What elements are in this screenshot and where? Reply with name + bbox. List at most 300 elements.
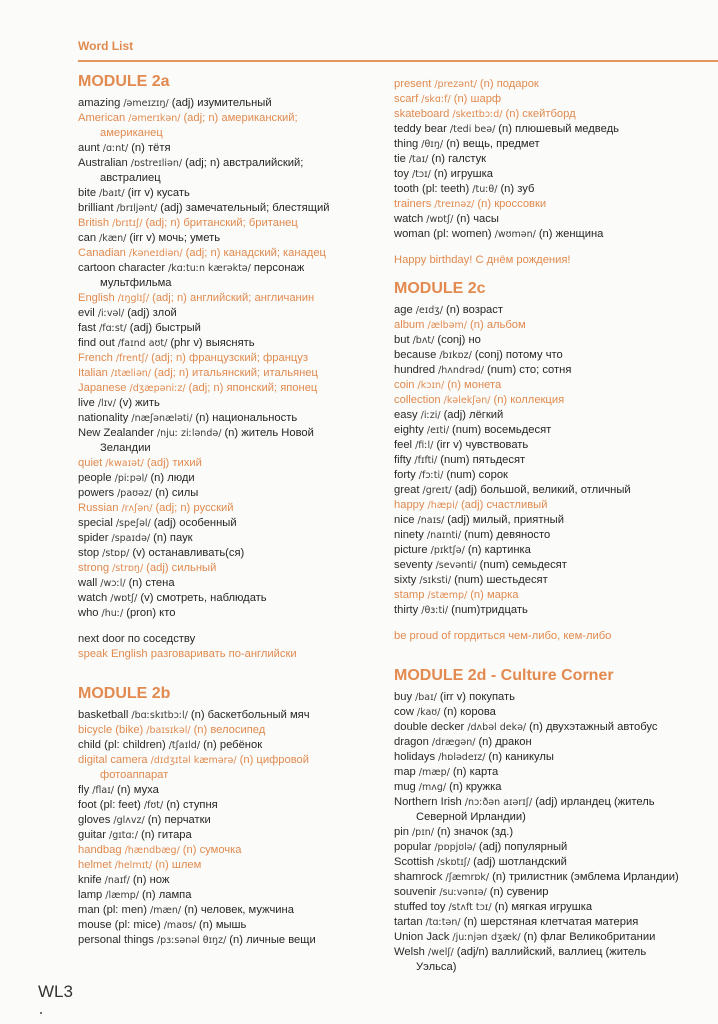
- entry-phonetic: /tɑːtən/: [422, 917, 464, 928]
- entry-word: stuffed toy: [394, 901, 446, 913]
- word-entry: [78, 546, 380, 561]
- entry-word: because: [394, 349, 437, 361]
- entry-translation: (n) ступня: [166, 799, 218, 811]
- entry-phonetic: /baɪsɪkəl/: [143, 725, 194, 736]
- phrase-text: Happy birthday!: [394, 254, 476, 266]
- entry-translation: (n) баскетбольный мяч: [190, 709, 310, 721]
- word-entry: [78, 888, 380, 903]
- entry-word: fly: [78, 784, 90, 796]
- word-entry: [78, 306, 380, 321]
- word-entry: [394, 720, 708, 735]
- entry-phonetic: /lɪv/: [94, 398, 120, 409]
- module-2b-list-continued: [394, 77, 708, 242]
- entry-word: tartan: [394, 916, 423, 928]
- entry-translation: (adj) ирландец (житель: [535, 796, 655, 808]
- entry-translation: (n) гитара: [140, 829, 192, 841]
- phrase-entry: [78, 632, 380, 647]
- entry-phonetic: /θɪŋ/: [418, 139, 447, 150]
- entry-word: British: [78, 217, 110, 229]
- word-entry: [78, 708, 380, 723]
- word-entry: [78, 456, 380, 471]
- entry-translation: (n) альбом: [470, 319, 526, 331]
- entry-word: wall: [78, 577, 98, 589]
- word-entry: [394, 333, 708, 348]
- entry-phonetic: /wɒtʃ/: [423, 214, 457, 225]
- entry-phonetic: /strɒŋ/: [109, 563, 147, 574]
- word-entry: [394, 408, 708, 423]
- entry-phonetic: /gɪtɑː/: [106, 830, 141, 841]
- entry-word: holidays: [394, 751, 436, 763]
- entry-word: Russian: [78, 502, 119, 514]
- word-entry: [78, 828, 380, 843]
- word-entry: [394, 558, 708, 573]
- entry-word: popular: [394, 841, 432, 853]
- entry-word: powers: [78, 487, 115, 499]
- entry-phonetic: /naɪf/: [101, 875, 133, 886]
- entry-word: teddy bear: [394, 123, 447, 135]
- spacer: [394, 242, 708, 253]
- word-entry: [394, 77, 708, 92]
- word-entry: [78, 396, 380, 411]
- entry-word: pin: [394, 826, 409, 838]
- word-entry: [78, 918, 380, 933]
- spacer: [78, 662, 380, 684]
- entry-phonetic: /eɪti/: [423, 425, 453, 436]
- entry-phonetic: /læmp/: [102, 890, 142, 901]
- word-entry: [78, 321, 380, 336]
- entry-phonetic: /huː/: [98, 608, 127, 619]
- entry-phonetic: /kæn/: [96, 233, 130, 244]
- entry-translation: (irr v) кусать: [127, 187, 190, 199]
- entry-word: guitar: [78, 829, 106, 841]
- entry-word: hundred: [394, 364, 436, 376]
- entry-translation: (n) галстук: [431, 153, 487, 165]
- entry-word: picture: [394, 544, 428, 556]
- entry-translation: (n) монета: [447, 379, 502, 391]
- word-entry: [394, 182, 708, 197]
- entry-word: child (pl: children): [78, 739, 166, 751]
- phrase-entry: [394, 253, 708, 268]
- entry-phonetic: /mæp/: [415, 767, 453, 778]
- word-entry: [394, 318, 708, 333]
- word-entry: [394, 870, 708, 885]
- entry-translation: австралиец: [100, 172, 161, 184]
- entry-word: scarf: [394, 93, 419, 105]
- entry-word: Welsh: [394, 946, 425, 958]
- entry-phonetic: /kəlekʃən/: [440, 395, 494, 406]
- entry-translation: (v) смотреть, наблюдать: [140, 592, 267, 604]
- entry-translation: (n) силы: [155, 487, 199, 499]
- entry-translation: (n) значок (зд.): [436, 826, 514, 838]
- entry-phonetic: /kaʊ/: [413, 707, 444, 718]
- entry-translation: (adj) большой, великий, отличный: [454, 484, 631, 496]
- entry-word: buy: [394, 691, 413, 703]
- entry-phonetic: /hæpi/: [424, 500, 461, 511]
- entry-phonetic: /welʃ/: [424, 947, 457, 958]
- word-entry: [78, 261, 380, 276]
- entry-phonetic: /wɔːl/: [97, 578, 129, 589]
- entry-phonetic: /pɪktʃə/: [427, 545, 468, 556]
- module-2a-list: [78, 96, 380, 621]
- entry-phonetic: /wɒtʃ/: [107, 593, 141, 604]
- entry-phonetic: /fɔːti/: [415, 470, 447, 481]
- entry-word: coin: [394, 379, 415, 391]
- entry-word: present: [394, 78, 432, 90]
- entry-translation: (n) житель Новой: [224, 427, 314, 439]
- entry-translation: (n) стена: [128, 577, 175, 589]
- entry-phonetic: /treɪnəz/: [431, 199, 478, 210]
- entry-continuation: [78, 171, 380, 186]
- entry-phonetic: /prezənt/: [431, 79, 480, 90]
- entry-phonetic: /fiːl/: [412, 440, 437, 451]
- entry-translation: (n) перчатки: [147, 814, 211, 826]
- entry-phonetic: /θɜːti/: [418, 605, 452, 616]
- entry-translation: (n) кружка: [449, 781, 502, 793]
- word-entry: [394, 468, 708, 483]
- entry-translation: (n) кроссовки: [477, 198, 547, 210]
- entry-phonetic: /sevənti/: [432, 560, 480, 571]
- word-entry: [394, 107, 708, 122]
- entry-phonetic: /drægən/: [428, 737, 479, 748]
- entry-word: eighty: [394, 424, 424, 436]
- page-dot: [40, 1012, 42, 1014]
- module-2c-title: MODULE 2c: [394, 280, 486, 297]
- word-entry: [78, 186, 380, 201]
- entry-continuation: [394, 810, 708, 825]
- word-entry: [394, 303, 708, 318]
- word-entry: [78, 753, 380, 768]
- word-entry: [394, 855, 708, 870]
- entry-word: ninety: [394, 529, 424, 541]
- page-number: WL3: [38, 982, 73, 1001]
- word-entry: [394, 438, 708, 453]
- entry-word: Canadian: [78, 247, 126, 259]
- word-entry: [78, 738, 380, 753]
- entry-word: map: [394, 766, 416, 778]
- word-entry: [394, 825, 708, 840]
- entry-word: people: [78, 472, 112, 484]
- entry-word: Japanese: [78, 382, 127, 394]
- entry-phonetic: /ælbəm/: [424, 320, 471, 331]
- entry-word: tooth (pl: teeth): [394, 183, 470, 195]
- entry-word: tie: [394, 153, 406, 165]
- entry-phonetic: /njuː ziːləndə/: [153, 428, 225, 439]
- entry-phonetic: /mæn/: [147, 905, 185, 916]
- entry-translation: (n) женщина: [538, 228, 604, 240]
- module-2c-list: [394, 303, 708, 618]
- entry-word: New Zealander: [78, 427, 154, 439]
- entry-translation: (adj) счастливый: [460, 499, 548, 511]
- word-entry: [394, 900, 708, 915]
- phrase-text: next door: [78, 633, 128, 645]
- entry-translation: (n) плюшевый медведь: [498, 123, 619, 135]
- entry-word: American: [78, 112, 126, 124]
- entry-phonetic: /dʌbəl dekə/: [464, 722, 530, 733]
- entry-translation: Зеландии: [100, 442, 151, 454]
- word-entry: [394, 513, 708, 528]
- word-entry: [394, 750, 708, 765]
- phrase-entry: [78, 647, 380, 662]
- entry-continuation: [78, 441, 380, 456]
- entry-word: English: [78, 292, 115, 304]
- entry-translation: (n) вещь, предмет: [446, 138, 540, 150]
- word-entry: [78, 201, 380, 216]
- entry-word: mouse (pl: mice): [78, 919, 161, 931]
- word-entry: [394, 528, 708, 543]
- entry-word: fast: [78, 322, 97, 334]
- word-entry: [78, 843, 380, 858]
- entry-translation: (n) каникулы: [488, 751, 554, 763]
- entry-word: great: [394, 484, 420, 496]
- entry-phonetic: /hændbæg/: [121, 845, 183, 856]
- entry-word: stamp: [394, 589, 425, 601]
- entry-translation: фотоаппарат: [100, 769, 169, 781]
- word-entry: [394, 378, 708, 393]
- entry-phonetic: /pɪn/: [408, 827, 437, 838]
- entry-phonetic: /bɑːskɪtbɔːl/: [128, 710, 191, 721]
- entry-translation: (irr v) мочь; уметь: [129, 232, 221, 244]
- page-header: [78, 38, 718, 62]
- word-entry: [78, 216, 380, 231]
- entry-phonetic: /dɪdʒɪtəl kæmərə/: [147, 755, 240, 766]
- spacer: [394, 268, 708, 279]
- entry-word: but: [394, 334, 410, 346]
- entry-translation: (n) флаг Великобритании: [523, 931, 656, 943]
- entry-phonetic: /skɑːf/: [418, 94, 454, 105]
- entry-word: French: [78, 352, 113, 364]
- entry-translation: (adj) шотландский: [473, 856, 567, 868]
- word-entry: [394, 690, 708, 705]
- word-entry: [78, 606, 380, 621]
- word-entry: [78, 798, 380, 813]
- entry-translation: (n) карта: [452, 766, 499, 778]
- entry-phonetic: /tedi beə/: [446, 124, 499, 135]
- entry-translation: (n) картинка: [467, 544, 531, 556]
- word-entry: [78, 561, 380, 576]
- entry-translation: (num) девяносто: [464, 529, 551, 541]
- entry-translation: (n) марка: [470, 589, 519, 601]
- entry-word: man (pl: men): [78, 904, 148, 916]
- entry-translation: (conj) но: [437, 334, 481, 346]
- entry-word: album: [394, 319, 425, 331]
- entry-continuation: [78, 126, 380, 141]
- entry-continuation: [394, 960, 708, 975]
- entry-translation: мультфильма: [100, 277, 172, 289]
- entry-phonetic: /wʊmən/: [491, 229, 539, 240]
- entry-translation: (adj) особенный: [153, 517, 237, 529]
- spacer: [78, 621, 380, 632]
- entry-translation: (irr v) покупать: [439, 691, 515, 703]
- entry-phonetic: /stɒp/: [99, 548, 133, 559]
- entry-word: Italian: [78, 367, 108, 379]
- entry-word: easy: [394, 409, 418, 421]
- entry-word: find out: [78, 337, 115, 349]
- entry-phonetic: /tʃaɪld/: [165, 740, 204, 751]
- entry-translation: (n) люди: [150, 472, 195, 484]
- entry-phonetic: /frentʃ/: [112, 353, 152, 364]
- entry-phonetic: /tuːθ/: [469, 184, 501, 195]
- word-entry: [78, 723, 380, 738]
- entry-phonetic: /hʌndrəd/: [435, 365, 487, 376]
- entry-translation: (n) подарок: [479, 78, 539, 90]
- word-entry: [394, 363, 708, 378]
- phrase-translation: гордиться чем-либо, кем-либо: [453, 630, 612, 642]
- entry-translation: (n) тётя: [131, 142, 171, 154]
- spacer: [394, 618, 708, 629]
- left-column: [78, 72, 380, 948]
- entry-translation: (n) сумочка: [182, 844, 242, 856]
- word-entry: [78, 501, 380, 516]
- word-entry: [78, 576, 380, 591]
- word-entry: [78, 96, 380, 111]
- entry-phonetic: /brɪljənt/: [113, 203, 161, 214]
- word-entry: [78, 366, 380, 381]
- entry-word: cow: [394, 706, 414, 718]
- entry-translation: (adj; n) японский; японец: [188, 382, 318, 394]
- word-entry: [78, 141, 380, 156]
- entry-translation: (num) пятьдесят: [440, 454, 526, 466]
- entry-translation: (n) лампа: [141, 889, 192, 901]
- entry-word: live: [78, 397, 95, 409]
- right-column: [394, 77, 708, 975]
- word-entry: [78, 903, 380, 918]
- entry-translation: (n) ребёнок: [203, 739, 263, 751]
- entry-phonetic: /pɜːsənəl θɪŋz/: [153, 935, 230, 946]
- entry-phonetic: /næʃənæləti/: [128, 413, 196, 424]
- entry-translation: (adj; n) русский: [155, 502, 234, 514]
- word-entry: [78, 291, 380, 306]
- entry-phonetic: /ɪŋglɪʃ/: [114, 293, 153, 304]
- entry-translation: (num) шестьдесят: [454, 574, 548, 586]
- entry-word: lamp: [78, 889, 103, 901]
- entry-phonetic: /kəneɪdiən/: [125, 248, 186, 259]
- entry-word: Australian: [78, 157, 128, 169]
- entry-word: feel: [394, 439, 413, 451]
- word-entry: [78, 246, 380, 261]
- entry-word: helmet: [78, 859, 112, 871]
- entry-phonetic: /dʒæpəniːz/: [126, 383, 189, 394]
- entry-word: thing: [394, 138, 419, 150]
- word-entry: [394, 348, 708, 363]
- phrase-translation: по соседству: [127, 633, 196, 645]
- entry-word: trainers: [394, 198, 432, 210]
- entry-word: nationality: [78, 412, 129, 424]
- entry-translation: (adj) изумительный: [171, 97, 272, 109]
- entry-translation: (adj) быстрый: [129, 322, 201, 334]
- word-entry: [394, 167, 708, 182]
- entry-continuation: [78, 276, 380, 291]
- phrase-text: speak English: [78, 648, 151, 660]
- entry-translation: (adj) тихий: [146, 457, 202, 469]
- entry-phonetic: /piːpəl/: [111, 473, 151, 484]
- entry-translation: (num) сто; сотня: [486, 364, 572, 376]
- entry-phonetic: /fʊt/: [140, 800, 167, 811]
- entry-phonetic: /stæmp/: [424, 590, 471, 601]
- entry-translation: (n) человек, мужчина: [184, 904, 294, 916]
- word-entry: [394, 137, 708, 152]
- word-entry: [78, 426, 380, 441]
- word-entry: [78, 873, 380, 888]
- entry-translation: (adj; n) американский;: [183, 112, 298, 124]
- word-entry: [78, 156, 380, 171]
- entry-phonetic: /naɪnti/: [423, 530, 465, 541]
- entry-phonetic: /rʌʃən/: [118, 503, 156, 514]
- spacer: [394, 644, 708, 666]
- entry-translation: (v) останавливать(ся): [132, 547, 245, 559]
- word-entry: [394, 92, 708, 107]
- entry-word: toy: [394, 168, 409, 180]
- entry-word: sixty: [394, 574, 417, 586]
- entry-translation: (num)тридцать: [451, 604, 528, 616]
- word-entry: [394, 603, 708, 618]
- entry-translation: (num) семьдесят: [479, 559, 567, 571]
- entry-phonetic: /glʌvz/: [110, 815, 148, 826]
- entry-translation: (n) нож: [132, 874, 170, 886]
- entry-word: shamrock: [394, 871, 443, 883]
- entry-word: thirty: [394, 604, 419, 616]
- entry-word: spider: [78, 532, 109, 544]
- entry-word: personal things: [78, 934, 154, 946]
- word-entry: [394, 212, 708, 227]
- entry-word: evil: [78, 307, 95, 319]
- entry-word: woman (pl: women): [394, 228, 492, 240]
- entry-word: skateboard: [394, 108, 450, 120]
- word-entry: [394, 573, 708, 588]
- word-entry: [394, 152, 708, 167]
- entry-word: bite: [78, 187, 97, 199]
- module-2a-title: MODULE 2a: [78, 73, 170, 90]
- word-entry: [78, 231, 380, 246]
- entry-phonetic: /greɪt/: [419, 485, 455, 496]
- entry-word: quiet: [78, 457, 103, 469]
- entry-translation: (n) скейтборд: [505, 108, 576, 120]
- entry-translation: (num) восемьдесят: [452, 424, 552, 436]
- entry-translation: (n) зуб: [500, 183, 535, 195]
- entry-word: strong: [78, 562, 110, 574]
- entry-word: seventy: [394, 559, 433, 571]
- word-entry: [78, 813, 380, 828]
- word-entry: [394, 840, 708, 855]
- entry-phonetic: /skɒtɪʃ/: [433, 857, 474, 868]
- entry-translation: (adj) замечательный; блестящий: [160, 202, 330, 214]
- entry-word: cartoon character: [78, 262, 166, 274]
- phrase-text: be proud of: [394, 630, 454, 642]
- entry-translation: (n) часы: [456, 213, 499, 225]
- phrase-translation: разговаривать по-английски: [150, 648, 297, 660]
- module-2a-phrases: [78, 632, 380, 662]
- entry-translation: (n) трилистник (эмблема Ирландии): [492, 871, 679, 883]
- entry-phonetic: /baɪt/: [96, 188, 128, 199]
- entry-word: Northern Irish: [394, 796, 462, 808]
- entry-word: mug: [394, 781, 416, 793]
- entry-phonetic: /hɒlədeɪz/: [435, 752, 489, 763]
- entry-word: stop: [78, 547, 100, 559]
- entry-translation: (n) возраст: [446, 304, 504, 316]
- entry-translation: (n) шлем: [155, 859, 202, 871]
- entry-translation: (n) корова: [443, 706, 496, 718]
- entry-word: age: [394, 304, 413, 316]
- entry-phonetic: /ɒstreɪliən/: [127, 158, 186, 169]
- entry-phonetic: /suːvənɪə/: [436, 887, 490, 898]
- word-entry: [394, 885, 708, 900]
- entry-translation: (adj/n) валлийский, валлиец (житель: [456, 946, 647, 958]
- entry-word: special: [78, 517, 113, 529]
- entry-word: Union Jack: [394, 931, 450, 943]
- entry-phonetic: /bɪkɒz/: [436, 350, 475, 361]
- word-entry: [394, 393, 708, 408]
- entry-phonetic: /fɑːst/: [96, 323, 130, 334]
- entry-phonetic: /maʊs/: [160, 920, 200, 931]
